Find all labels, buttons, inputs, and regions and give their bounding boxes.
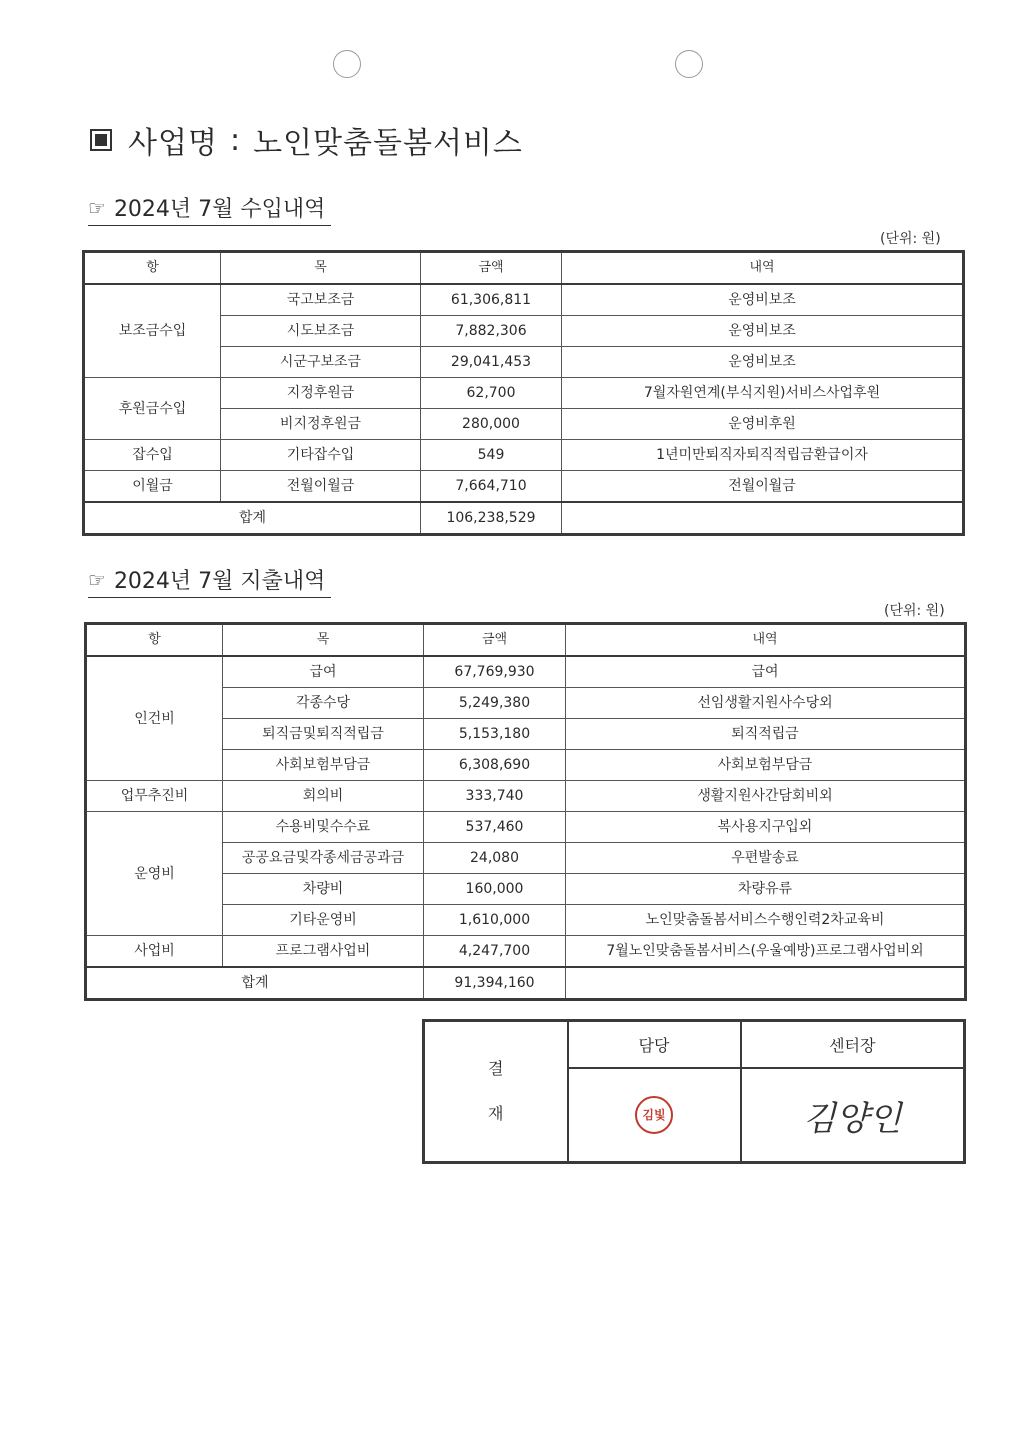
amount-cell: 537,460 xyxy=(424,812,566,843)
amount-cell: 1,610,000 xyxy=(424,905,566,936)
category-cell: 후원금수입 xyxy=(84,378,221,440)
amount-cell: 29,041,453 xyxy=(421,347,562,378)
title-separator: : xyxy=(229,122,242,158)
total-label: 합계 xyxy=(84,502,421,535)
item-cell: 비지정후원금 xyxy=(221,409,421,440)
header-item: 목 xyxy=(221,252,421,285)
detail-cell: 7월노인맞춤돌봄서비스(우울예방)프로그램사업비외 xyxy=(566,936,966,968)
detail-cell: 사회보험부담금 xyxy=(566,750,966,781)
detail-cell: 생활지원사간담회비외 xyxy=(566,781,966,812)
pointing-hand-icon: ☞ xyxy=(88,567,106,592)
item-cell: 지정후원금 xyxy=(221,378,421,409)
category-cell: 인건비 xyxy=(86,656,223,781)
filled-square-icon xyxy=(90,129,112,151)
detail-cell: 1년미만퇴직자퇴직적립금환급이자 xyxy=(562,440,964,471)
item-cell: 급여 xyxy=(223,656,424,688)
approval-col-manager: 담당 xyxy=(568,1021,741,1069)
table-row xyxy=(84,440,964,471)
detail-cell: 차량유류 xyxy=(566,874,966,905)
table-row xyxy=(86,656,966,688)
punch-hole-right xyxy=(675,50,703,78)
header-item: 목 xyxy=(223,624,424,657)
total-amount: 91,394,160 xyxy=(424,967,566,1000)
amount-cell: 67,769,930 xyxy=(424,656,566,688)
pointing-hand-icon: ☞ xyxy=(88,195,106,220)
category-cell: 운영비 xyxy=(86,812,223,936)
category-cell: 사업비 xyxy=(86,936,223,968)
header-amount: 금액 xyxy=(421,252,562,285)
detail-cell: 급여 xyxy=(566,656,966,688)
document-title xyxy=(90,118,523,162)
income-heading xyxy=(88,192,331,226)
detail-cell: 운영비보조 xyxy=(562,316,964,347)
header-detail: 내역 xyxy=(566,624,966,657)
item-cell: 전월이월금 xyxy=(221,471,421,503)
table-row xyxy=(86,936,966,968)
amount-cell: 5,153,180 xyxy=(424,719,566,750)
income-unit: (단위: 원) xyxy=(880,231,941,247)
approval-label xyxy=(424,1021,568,1163)
item-cell: 시군구보조금 xyxy=(221,347,421,378)
detail-cell: 운영비보조 xyxy=(562,347,964,378)
detail-cell: 노인맞춤돌봄서비스수행인력2차교육비 xyxy=(566,905,966,936)
item-cell: 기타운영비 xyxy=(223,905,424,936)
amount-cell: 4,247,700 xyxy=(424,936,566,968)
item-cell: 기타잡수입 xyxy=(221,440,421,471)
total-detail-empty xyxy=(562,502,964,535)
header-category: 항 xyxy=(84,252,221,285)
amount-cell: 280,000 xyxy=(421,409,562,440)
table-row xyxy=(86,812,966,843)
category-cell: 보조금수입 xyxy=(84,284,221,378)
approval-label-top: 결 xyxy=(488,1058,504,1078)
detail-cell: 퇴직적립금 xyxy=(566,719,966,750)
amount-cell: 24,080 xyxy=(424,843,566,874)
header-detail: 내역 xyxy=(562,252,964,285)
table-row xyxy=(84,284,964,316)
header-category: 항 xyxy=(86,624,223,657)
expense-unit: (단위: 원) xyxy=(884,603,945,619)
item-cell: 프로그램사업비 xyxy=(223,936,424,968)
item-cell: 회의비 xyxy=(223,781,424,812)
title-name: 노인맞춤돌봄서비스 xyxy=(253,126,523,161)
amount-cell: 7,882,306 xyxy=(421,316,562,347)
amount-cell: 160,000 xyxy=(424,874,566,905)
detail-cell: 전월이월금 xyxy=(562,471,964,503)
detail-cell: 복사용지구입외 xyxy=(566,812,966,843)
punch-hole-left xyxy=(333,50,361,78)
amount-cell: 61,306,811 xyxy=(421,284,562,316)
item-cell: 사회보험부담금 xyxy=(223,750,424,781)
amount-cell: 5,249,380 xyxy=(424,688,566,719)
amount-cell: 549 xyxy=(421,440,562,471)
income-heading-text: 2024년 7월 수입내역 xyxy=(113,197,326,222)
expense-table xyxy=(84,622,967,1001)
item-cell: 공공요금및각종세금공과금 xyxy=(223,843,424,874)
item-cell: 국고보조금 xyxy=(221,284,421,316)
total-row xyxy=(84,502,964,535)
title-label: 사업명 xyxy=(128,126,218,161)
amount-cell: 6,308,690 xyxy=(424,750,566,781)
detail-cell: 7월자원연계(부식지원)서비스사업후원 xyxy=(562,378,964,409)
table-row xyxy=(86,781,966,812)
table-header-row xyxy=(84,252,964,285)
red-seal-stamp: 김빛 xyxy=(635,1096,673,1134)
table-row xyxy=(84,471,964,503)
detail-cell: 선임생활지원사수당외 xyxy=(566,688,966,719)
expense-heading xyxy=(88,564,331,598)
manager-stamp-cell xyxy=(568,1068,741,1163)
director-signature: 김양인 xyxy=(802,1098,902,1139)
total-detail-empty xyxy=(566,967,966,1000)
category-cell: 이월금 xyxy=(84,471,221,503)
category-cell: 잡수입 xyxy=(84,440,221,471)
table-row xyxy=(84,378,964,409)
approval-col-director: 센터장 xyxy=(741,1021,965,1069)
item-cell: 수용비및수수료 xyxy=(223,812,424,843)
detail-cell: 운영비보조 xyxy=(562,284,964,316)
item-cell: 각종수당 xyxy=(223,688,424,719)
amount-cell: 62,700 xyxy=(421,378,562,409)
category-cell: 업무추진비 xyxy=(86,781,223,812)
item-cell: 퇴직금및퇴직적립금 xyxy=(223,719,424,750)
director-signature-cell xyxy=(741,1068,965,1163)
total-label: 합계 xyxy=(86,967,424,1000)
detail-cell: 우편발송료 xyxy=(566,843,966,874)
total-row xyxy=(86,967,966,1000)
item-cell: 차량비 xyxy=(223,874,424,905)
table-header-row xyxy=(86,624,966,657)
expense-heading-text: 2024년 7월 지출내역 xyxy=(113,569,326,594)
header-amount: 금액 xyxy=(424,624,566,657)
amount-cell: 7,664,710 xyxy=(421,471,562,503)
approval-label-bottom: 재 xyxy=(488,1103,504,1123)
item-cell: 시도보조금 xyxy=(221,316,421,347)
amount-cell: 333,740 xyxy=(424,781,566,812)
income-table xyxy=(82,250,965,536)
approval-box xyxy=(422,1019,966,1164)
detail-cell: 운영비후원 xyxy=(562,409,964,440)
total-amount: 106,238,529 xyxy=(421,502,562,535)
